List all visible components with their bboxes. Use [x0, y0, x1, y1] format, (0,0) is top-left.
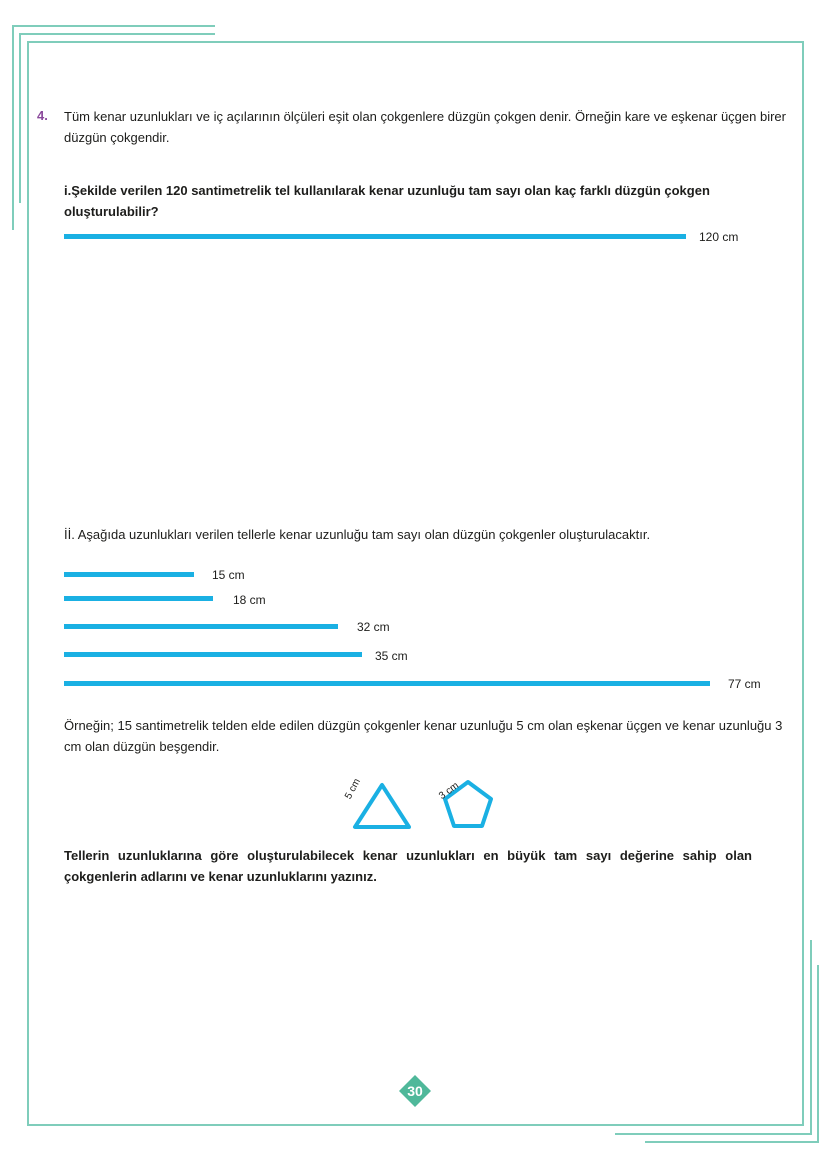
- wire-120cm: [64, 234, 686, 239]
- question-intro: Tüm kenar uzunlukları ve iç açılarının ölçüleri eşit olan çokgenlere düzgün çokgen denir. Örneğin kare ve eşkenar üçgen birer düzgün çokgendir.: [64, 109, 786, 145]
- part2-task: Tellerin uzunluklarına göre oluşturulabilecek kenar uzunlukları en büyük tam sayı değerine sahip olan çokgenlerin adlarını ve kenar uzunluklarını yazınız.: [64, 848, 752, 884]
- wire-label-35cm: 35 cm: [375, 649, 408, 663]
- wire-18cm: [64, 596, 213, 601]
- wire-15cm: [64, 572, 194, 577]
- part2-prompt: İİ. Aşağıda uzunlukları verilen tellerle kenar uzunluğu tam sayı olan düzgün çokgenler oluşturulacaktır.: [64, 527, 651, 542]
- triangle-side-label: 5 cm: [343, 776, 363, 802]
- wire-label-32cm: 32 cm: [357, 620, 390, 634]
- triangle-shape: [355, 785, 409, 827]
- wire-32cm: [64, 624, 338, 629]
- wire-label-18cm: 18 cm: [233, 593, 266, 607]
- wire-77cm: [64, 681, 710, 686]
- wire-label-120cm: 120 cm: [699, 230, 739, 244]
- pentagon-side-label: 3 cm: [437, 780, 461, 802]
- example-shapes: [340, 775, 510, 835]
- page-number: 30: [407, 1083, 423, 1099]
- part2-example: Örneğin; 15 santimetrelik telden elde edilen düzgün çokgenler kenar uzunluğu 5 cm olan eşkenar üçgen ve kenar uzunluğu 3 cm olan düzgün beşgendir.: [64, 718, 783, 754]
- wire-label-15cm: 15 cm: [212, 568, 245, 582]
- wire-35cm: [64, 652, 362, 657]
- wire-label-77cm: 77 cm: [728, 677, 761, 691]
- part1-prompt: i.Şekilde verilen 120 santimetrelik tel kullanılarak kenar uzunluğu tam sayı olan kaç farklı düzgün çokgen oluşturulabilir?: [64, 183, 710, 219]
- question-number: 4.: [37, 108, 48, 123]
